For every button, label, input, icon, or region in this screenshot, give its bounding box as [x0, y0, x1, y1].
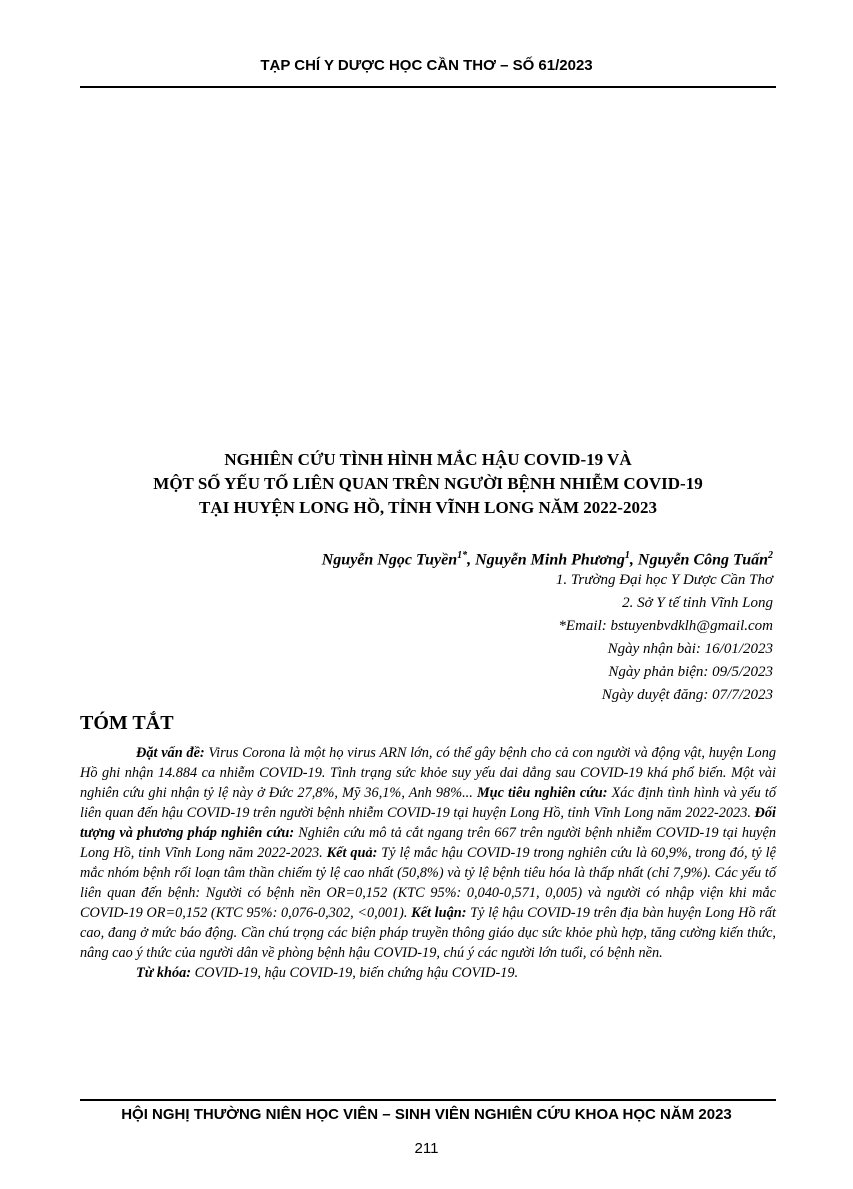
background-text: Virus Corona là một họ virus ARN lớn, có thể gây bệnh cho cả con người và động vật, huyện Long Hồ ghi nhận 14.884 ca nhiễm COVID-19. Tình trạng sức khỏe suy yếu dai dẳng sau COVID-19 khá phổ biến. Một vài nghiên cứu ghi nhận tỷ lệ này ở Đức 27,8%, Mỹ 36,1%, Anh 98%... — [80, 745, 776, 801]
author-separator: , — [467, 551, 476, 569]
background-label: Đặt vấn đề: — [136, 745, 205, 761]
abstract-body — [80, 743, 776, 983]
review-date: Ngày phản biện: 09/5/2023 — [608, 664, 773, 680]
author-list — [322, 550, 773, 569]
objective-text: Xác định tình hình và yếu tố liên quan đến hậu COVID-19 trên người bệnh nhiễm COVID-19 tại huyện Long Hồ, tỉnh Vĩnh Long năm 2022-2023. — [80, 785, 776, 821]
conclusion-label: Kết luận: — [411, 905, 467, 921]
author-name: Nguyễn Minh Phương — [475, 551, 625, 569]
conference-footer: HỘI NGHỊ THƯỜNG NIÊN HỌC VIÊN – SINH VIÊN NGHIÊN CỨU KHOA HỌC NĂM 2023 — [121, 1106, 732, 1123]
paper-title — [80, 448, 776, 520]
methods-label: Đối tượng và phương pháp nghiên cứu: — [80, 805, 776, 841]
page-number: 211 — [414, 1140, 439, 1157]
author-affiliation-mark: 1 — [624, 550, 630, 561]
abstract-paragraph — [80, 743, 776, 963]
results-text: Tỷ lệ mắc hậu COVID-19 trong nghiên cứu là 60,9%, trong đó, tỷ lệ mắc nhóm bệnh rối loạn tâm thần chiếm tỷ lệ cao nhất (50,8%) và tỷ lệ bệnh tiêu hóa là thấp nhất (chỉ 7,9%). Các yếu tố liên quan đến bệnh: Người có bệnh nền OR=0,152 (KTC 95%: 0,040-0,571, 0,005) và người có nhập viện khi mắc COVID-19 OR=0,152 (KTC 95%: 0,076-0,302, <0,001). — [80, 845, 777, 921]
keywords-paragraph — [80, 963, 776, 983]
author-name: Nguyễn Công Tuấn — [637, 551, 768, 569]
affiliation-1: 1. Trường Đại học Y Dược Cần Thơ — [555, 572, 773, 588]
abstract-heading: TÓM TẮT — [80, 712, 174, 734]
author-affiliation-mark: 1* — [457, 550, 468, 561]
objective-label: Mục tiêu nghiên cứu: — [476, 785, 608, 801]
affiliation-2: 2. Sở Y tế tỉnh Vĩnh Long — [622, 595, 773, 611]
accepted-date: Ngày duyệt đăng: 07/7/2023 — [601, 687, 773, 703]
conclusion-text: Tỷ lệ hậu COVID-19 trên địa bàn huyện Long Hồ rất cao, đang ở mức báo động. Cần chú trọng các biện pháp truyền thông giáo dục sức khỏe phù hợp, tăng cường kiến thức, nâng cao ý thức của người dân về phòng bệnh hậu COVID-19, chú ý các người lớn tuổi, có bệnh nền. — [80, 905, 776, 961]
author-affiliation-mark: 2 — [768, 550, 773, 561]
results-label: Kết quả: — [326, 845, 378, 861]
keywords-label: Từ khóa: — [136, 965, 192, 981]
corresponding-email: *Email: bstuyenbvdklh@gmail.com — [558, 618, 773, 634]
received-date: Ngày nhận bài: 16/01/2023 — [607, 641, 773, 657]
methods-text: Nghiên cứu mô tả cắt ngang trên 667 trên người bệnh nhiễm COVID-19 tại huyện Long Hồ, tỉnh Vĩnh Long năm 2022-2023. — [80, 825, 777, 861]
title-line: MỘT SỐ YẾU TỐ LIÊN QUAN TRÊN NGƯỜI BỆNH NHIỄM COVID-19 — [153, 474, 703, 493]
author-name: Nguyễn Ngọc Tuyền — [321, 551, 458, 569]
title-line: NGHIÊN CỨU TÌNH HÌNH MẮC HẬU COVID-19 VÀ — [224, 450, 632, 469]
footer-divider — [80, 1099, 776, 1101]
header-divider — [80, 86, 776, 88]
title-line: TẠI HUYỆN LONG HỒ, TỈNH VĨNH LONG NĂM 2022-2023 — [199, 498, 657, 517]
keywords-text: COVID-19, hậu COVID-19, biến chứng hậu COVID-19. — [191, 965, 519, 981]
journal-header: TẠP CHÍ Y DƯỢC HỌC CẦN THƠ – SỐ 61/2023 — [260, 57, 593, 74]
author-separator: , — [629, 551, 638, 569]
